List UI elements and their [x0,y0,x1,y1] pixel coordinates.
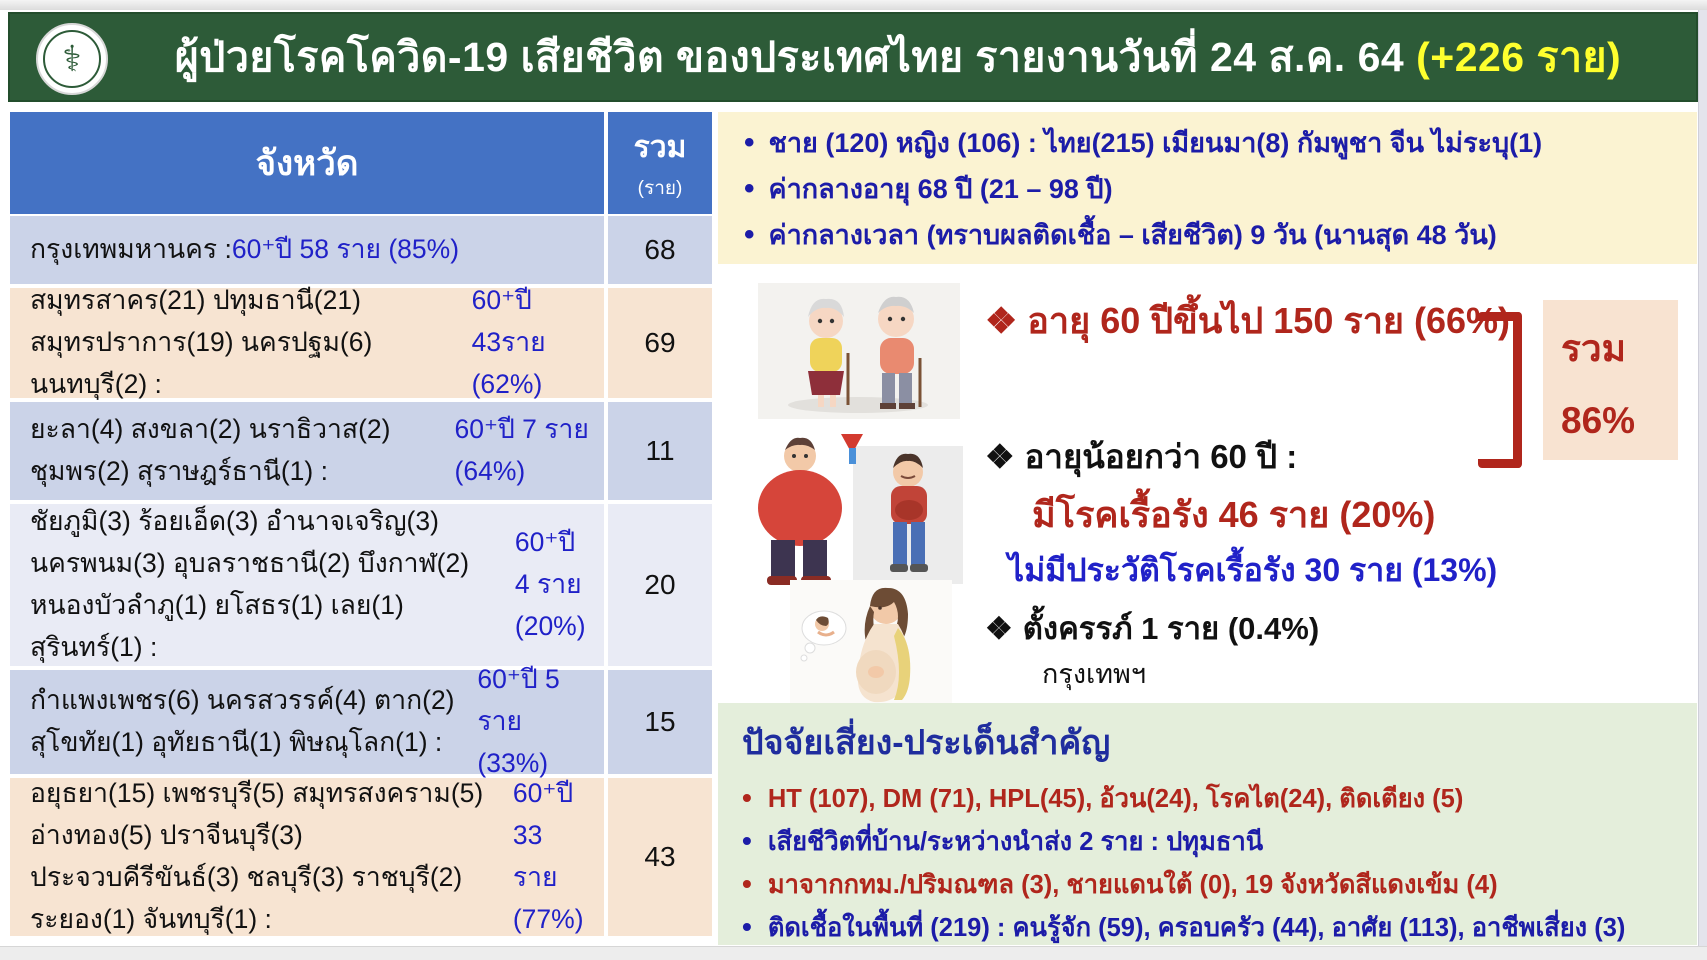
elderly-stat: 60⁺ปี 58 ราย (85%) [231,234,460,265]
no-chronic-stat: ไม่มีประวัติโรคเรื้อรัง 30 ราย (13%) [1008,552,1498,588]
risk-factors-panel [718,703,1697,945]
chronic-stat: มีโรคเรื้อรัง 46 ราย (20%) [1032,494,1436,535]
diamond-bullet-icon: ❖ [985,611,1013,646]
diamond-bullet-icon: ❖ [985,300,1018,341]
risk-bullet: • เสียชีวิตที่บ้าน/ระหว่างนำส่ง 2 ราย : ปทุมธานี [742,825,1264,857]
pregnant-location: กรุงเทพฯ [1042,659,1147,689]
bullet-dot-icon: • [742,868,752,900]
table-row [10,504,712,666]
diamond-bullet-icon: ❖ [985,438,1015,475]
bullet-dot-icon: • [744,126,755,159]
total-cell: 15 [608,670,712,774]
pregnant-stat: ❖ ตั้งครรภ์ 1 ราย (0.4%) [985,611,1320,646]
demographics-panel [718,112,1697,264]
table-row [10,664,712,778]
demographics-bullet: • ค่ากลางอายุ 68 ปี (21 – 98 ปี) [744,172,1113,206]
bullet-dot-icon: • [742,911,752,943]
total-cell: 69 [608,288,712,398]
province-text: ชัยภูมิ(3) ร้อยเอ็ด(3) อำนาจเจริญ(3) นครพนม(3) อุบลราชธานี(2) บึงกาฬ(2) หนองบัวลำภู(1) ยโสธร(1) เลย(1) สุรินทร์(1) : [30,506,470,662]
total-cell: 68 [608,216,712,284]
total-cell: 11 [608,402,712,500]
province-text: กรุงเทพมหานคร : [30,234,232,265]
under60-label: ❖ อายุน้อยกว่า 60 ปี : [985,438,1298,475]
pregnant-woman-illustration [790,580,952,712]
risk-factors-title: ปัจจัยเสี่ยง-ประเด็นสำคัญ [742,724,1111,762]
chronic-disease-illustration [745,428,970,590]
grouping-bracket [1478,312,1522,468]
risk-bullet: • ติดเชื้อในพื้นที่ (219) : คนรู้จัก (59), ครอบครัว (44), อาศัย (113), อาชีพเสี่ยง (3) [742,911,1626,943]
bullet-dot-icon: • [744,172,755,206]
elderly-couple-illustration [758,283,960,419]
table-header-total: รวม (ราย) [608,112,712,214]
table-row [10,216,712,284]
page-title: ผู้ป่วยโรคโควิด-19 เสียชีวิต ของประเทศไทย รายงานวันที่ 24 ส.ค. 64 (+226 ราย) [174,33,1622,80]
elderly-stat: 60⁺ปี 7 ราย (64%) [454,414,589,486]
risk-bullet: • HT (107), DM (71), HPL(45), อ้วน(24), โรคไต(24), ติดเตียง (5) [742,782,1464,813]
page-top-edge [0,0,1707,10]
over60-stat: ❖ อายุ 60 ปีขึ้นไป 150 ราย (66%) [985,300,1511,341]
table-header-province: จังหวัด [10,112,604,214]
total-cell: 43 [608,778,712,936]
table-row [10,402,712,500]
table-row [10,778,712,936]
demographics-bullet: • ชาย (120) หญิง (106) : ไทย(215) เมียนมา(8) กัมพูชา จีน ไม่ระบุ(1) [744,126,1543,159]
province-text: สมุทรสาคร(21) ปทุมธานี(21) สมุทรปราการ(19) นครปฐม(6) นนทบุรี(2) : [30,285,373,399]
elderly-stat: 60⁺ปี 5 ราย (33%) [477,664,560,778]
elderly-stat: 60⁺ปี 33 ราย (77%) [512,778,584,934]
new-deaths-badge: (+226 ราย) [1416,33,1622,80]
province-text: อยุธยา(15) เพชรบุรี(5) สมุทรสงคราม(5) อ่างทอง(5) ปราจีนบุรี(3) ประจวบคีรีขันธ์(3) ชลบุรี(3) ราชบุรี(2) ระยอง(1) จันทบุรี(1) : [30,778,484,934]
elderly-stat: 60⁺ปี 4 ราย (20%) [514,527,586,641]
page-bottom-edge [0,946,1707,960]
table-row [10,285,712,399]
bullet-dot-icon: • [744,218,755,252]
province-text: กำแพงเพชร(6) นครสวรรค์(4) ตาก(2) สุโขทัย(1) อุทัยธานี(1) พิษณุโลก(1) : [30,685,455,757]
moph-logo-icon: ⚕ [36,23,108,95]
combined-percentage-box: รวม 86% [1543,300,1678,460]
province-text: ยะลา(4) สงขลา(2) นราธิวาส(2) ชุมพร(2) สุราษฎร์ธานี(1) : [30,414,391,486]
demographics-bullet: • ค่ากลางเวลา (ทราบผลติดเชื้อ – เสียชีวิต) 9 วัน (นานสุด 48 วัน) [744,218,1497,252]
header-banner [8,12,1698,102]
risk-bullet: • มาจากกทม./ปริมณฑล (3), ชายแดนใต้ (0), 19 จังหวัดสีแดงเข้ม (4) [742,868,1498,900]
scrollbar-track[interactable] [1698,10,1707,946]
bullet-dot-icon: • [742,825,752,857]
total-cell: 20 [608,504,712,666]
bullet-dot-icon: • [742,782,752,813]
elderly-stat: 60⁺ปี 43ราย (62%) [471,285,546,399]
